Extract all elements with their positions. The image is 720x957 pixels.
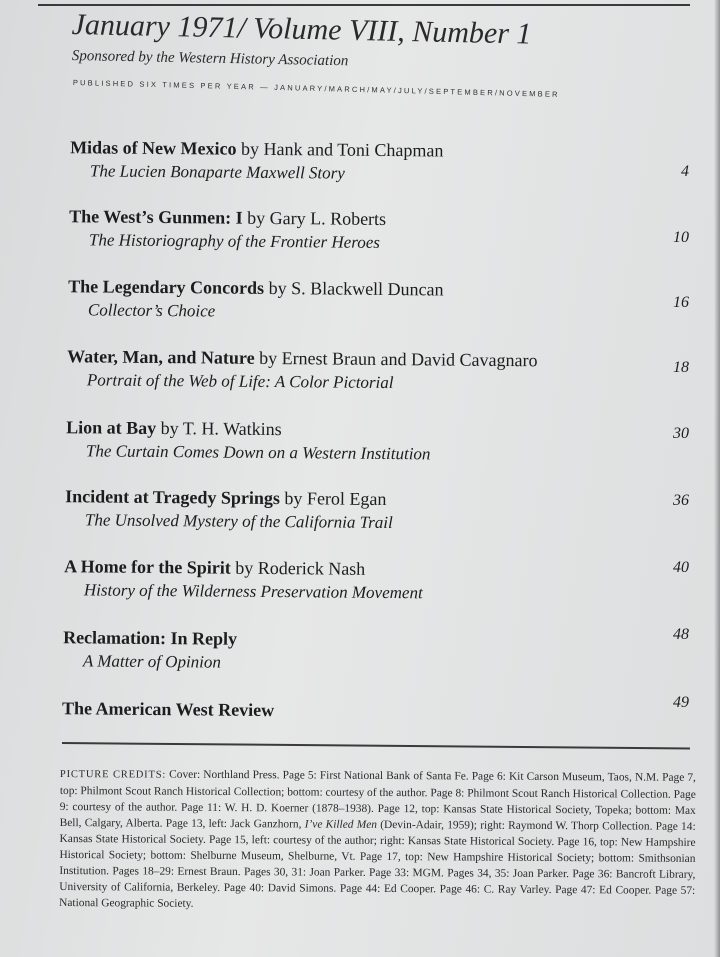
toc-entry <box>67 346 707 396</box>
toc-entry <box>62 698 702 725</box>
picture-credits <box>59 766 696 915</box>
article-byline: by Roderick Nash <box>230 557 366 579</box>
page-number: 36 <box>673 492 689 509</box>
article-title: Reclamation: In Reply <box>63 627 238 649</box>
page-number: 4 <box>681 163 689 180</box>
toc-entry <box>66 417 706 467</box>
page-number: 48 <box>673 626 689 643</box>
article-byline: by Gary L. Roberts <box>242 207 387 229</box>
article-subtitle: Collector’s Choice <box>87 300 216 321</box>
credits-text: (Devin-Adair, 1959); right: Raymond W. Thorp Collection. Page 14: Kansas State Historical Society. Page 15, left: courtesy of the author; right: Kansas State Historical Society. Page 16, top: New Hampshire Historical Society; bottom: Shelburne Museum, Shelburne, Vt. Page 17, top: New Hampshire Historical Society; bottom: Smithsonian Institution. Pages 18–29: Ernest Braun. Pages 30, 31: Joan Parker. Page 33: MGM. Pages 34, 35: Joan Parker. Page 36: Bancroft Library, University of California, Berkeley. Page 40: David Simons. Page 44: Ed Cooper. Page 46: C. Ray Varley. Page 47: Ed Cooper. Page 57: National Geographic Society. <box>59 818 696 910</box>
credits-text: Cover: Northland Press. Page 5: First National Bank of Santa Fe. Page 6: Kit Carson Museum, Taos, N.M. Page 7, top: Philmont Scout Ranch Historical Collection; bottom: courtesy of the author. Page 8: Philmont Scout Ranch Historical Collection. Page 9: courtesy of the author. Page 11: W. H. D. Koerner (1878–1938). Page 12, top: Kansas State Historical Society, Topeka; bottom: Max Bell, Calgary, Alberta. Page 13, left: Jack Ganzhorn, <box>59 768 696 831</box>
article-subtitle: The Unsolved Mystery of the California Trail <box>84 510 393 533</box>
article-byline: by T. H. Watkins <box>156 417 282 440</box>
toc-entry <box>69 206 709 256</box>
toc-entry <box>64 556 704 606</box>
article-subtitle: The Lucien Bonaparte Maxwell Story <box>89 161 345 183</box>
page-number: 30 <box>673 425 689 442</box>
article-title: Incident at Tragedy Springs <box>65 486 281 509</box>
article-subtitle: Portrait of the Web of Life: A Color Pictorial <box>86 370 394 393</box>
article-subtitle: The Curtain Comes Down on a Western Institution <box>85 441 431 464</box>
publication-schedule: PUBLISHED SIX TIMES PER YEAR — JANUARY/MARCH/MAY/JULY/SEPTEMBER/NOVEMBER <box>72 78 560 99</box>
article-title: Midas of New Mexico <box>70 137 237 159</box>
toc-entry <box>63 627 703 677</box>
page-number: 49 <box>673 694 689 711</box>
sponsor-line: Sponsored by the Western History Association <box>71 48 349 70</box>
page-number: 16 <box>673 294 689 311</box>
credits-label: PICTURE CREDITS: <box>59 768 167 781</box>
page-number: 10 <box>673 229 689 246</box>
article-title: The Legendary Concords <box>68 276 265 298</box>
article-byline: by Ernest Braun and David Cavagnaro <box>254 347 538 371</box>
article-title: The West’s Gunmen: I <box>69 206 243 228</box>
page-number: 18 <box>673 359 689 376</box>
toc-entry <box>65 486 705 536</box>
article-title: Water, Man, and Nature <box>67 346 255 368</box>
issue-title: January 1971/ Volume VIII, Number 1 <box>71 8 532 51</box>
article-title: A Home for the Spirit <box>64 556 231 578</box>
article-byline: by Hank and Toni Chapman <box>236 138 444 161</box>
article-subtitle: The Historiography of the Frontier Heroes <box>88 230 381 252</box>
article-title: The American West Review <box>61 698 275 721</box>
page-number: 40 <box>673 559 689 576</box>
toc-entry <box>68 276 708 326</box>
article-byline: by S. Blackwell Duncan <box>264 277 444 300</box>
credits-book-title: I’ve Killed Men <box>304 818 378 831</box>
article-subtitle: History of the Wilderness Preservation Movement <box>83 580 423 603</box>
article-byline: by Ferol Egan <box>279 488 387 510</box>
toc-entry <box>70 137 710 187</box>
article-subtitle: A Matter of Opinion <box>82 651 222 672</box>
article-title: Lion at Bay <box>66 417 157 438</box>
